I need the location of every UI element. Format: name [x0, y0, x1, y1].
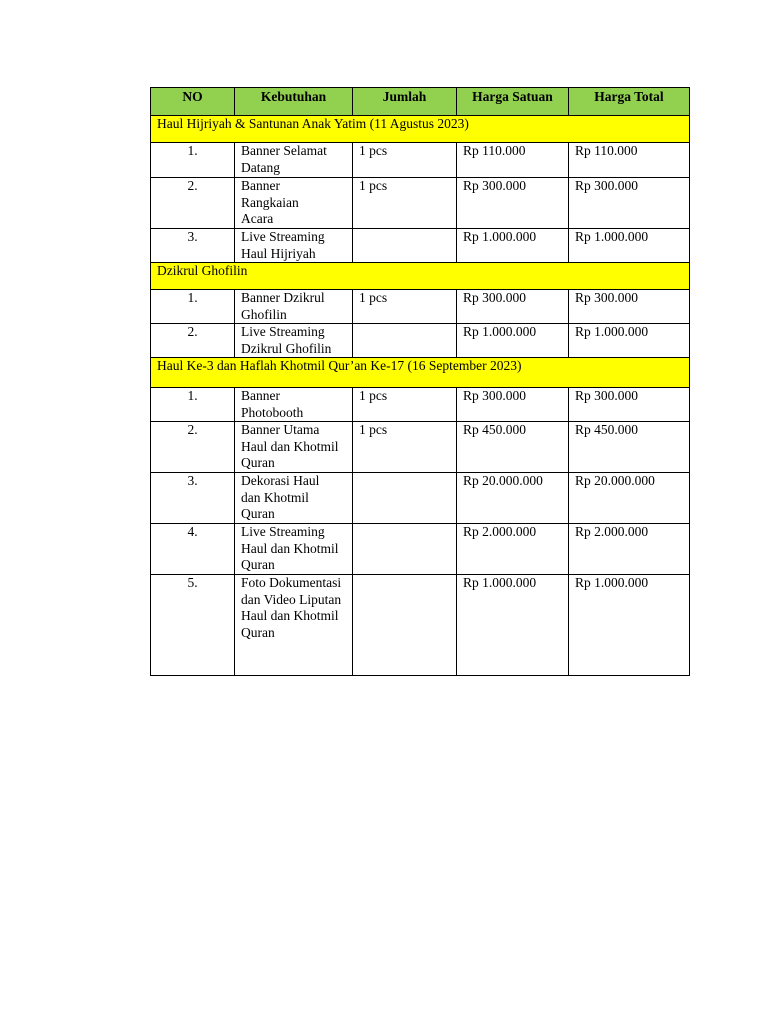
cell-no: 3. — [151, 473, 235, 524]
table-row — [151, 178, 690, 229]
cell-no: 2. — [151, 324, 235, 358]
cell-jumlah — [353, 324, 457, 358]
cell-kebutuhan: Banner Photobooth — [235, 388, 353, 422]
cell-harga-total: Rp 1.000.000 — [569, 229, 690, 263]
table-row — [151, 143, 690, 178]
cell-harga-total: Rp 1.000.000 — [569, 575, 690, 676]
table-row — [151, 229, 690, 263]
cell-jumlah: 1 pcs — [353, 290, 457, 324]
cell-no: 3. — [151, 229, 235, 263]
table-row — [151, 575, 690, 676]
section-row — [151, 116, 690, 143]
cell-jumlah: 1 pcs — [353, 178, 457, 229]
cell-no: 2. — [151, 422, 235, 473]
budget-table — [150, 87, 690, 676]
cell-jumlah — [353, 524, 457, 575]
cell-kebutuhan: Dekorasi Haul dan Khotmil Quran — [235, 473, 353, 524]
cell-no: 1. — [151, 388, 235, 422]
section-title: Dzikrul Ghofilin — [151, 263, 690, 290]
cell-harga-total: Rp 2.000.000 — [569, 524, 690, 575]
cell-harga-satuan: Rp 300.000 — [457, 178, 569, 229]
cell-harga-total: Rp 1.000.000 — [569, 324, 690, 358]
header-harga-satuan: Harga Satuan — [457, 88, 569, 116]
header-no: NO — [151, 88, 235, 116]
cell-jumlah: 1 pcs — [353, 422, 457, 473]
header-harga-total: Harga Total — [569, 88, 690, 116]
cell-harga-total: Rp 450.000 — [569, 422, 690, 473]
section-row — [151, 263, 690, 290]
cell-harga-satuan: Rp 110.000 — [457, 143, 569, 178]
cell-harga-satuan: Rp 20.000.000 — [457, 473, 569, 524]
table-row — [151, 524, 690, 575]
section-title: Haul Ke-3 dan Haflah Khotmil Qur’an Ke-17 (16 September 2023) — [151, 358, 690, 388]
cell-no: 1. — [151, 143, 235, 178]
cell-jumlah — [353, 229, 457, 263]
cell-kebutuhan: Banner Dzikrul Ghofilin — [235, 290, 353, 324]
cell-kebutuhan: Live Streaming Haul dan Khotmil Quran — [235, 524, 353, 575]
cell-harga-total: Rp 300.000 — [569, 290, 690, 324]
cell-harga-total: Rp 300.000 — [569, 178, 690, 229]
cell-no: 2. — [151, 178, 235, 229]
section-title: Haul Hijriyah & Santunan Anak Yatim (11 Agustus 2023) — [151, 116, 690, 143]
cell-kebutuhan: Banner Selamat Datang — [235, 143, 353, 178]
cell-kebutuhan: Live Streaming Haul Hijriyah — [235, 229, 353, 263]
cell-jumlah — [353, 575, 457, 676]
header-row — [151, 88, 690, 116]
cell-harga-satuan: Rp 1.000.000 — [457, 229, 569, 263]
cell-jumlah — [353, 473, 457, 524]
cell-harga-total: Rp 20.000.000 — [569, 473, 690, 524]
table-row — [151, 388, 690, 422]
cell-no: 1. — [151, 290, 235, 324]
cell-harga-satuan: Rp 450.000 — [457, 422, 569, 473]
cell-harga-satuan: Rp 300.000 — [457, 388, 569, 422]
cell-kebutuhan: Banner Utama Haul dan Khotmil Quran — [235, 422, 353, 473]
table-row — [151, 422, 690, 473]
cell-harga-total: Rp 110.000 — [569, 143, 690, 178]
cell-harga-satuan: Rp 300.000 — [457, 290, 569, 324]
cell-jumlah: 1 pcs — [353, 388, 457, 422]
table-row — [151, 290, 690, 324]
cell-harga-total: Rp 300.000 — [569, 388, 690, 422]
cell-no: 5. — [151, 575, 235, 676]
cell-no: 4. — [151, 524, 235, 575]
section-row — [151, 358, 690, 388]
cell-harga-satuan: Rp 2.000.000 — [457, 524, 569, 575]
header-kebutuhan: Kebutuhan — [235, 88, 353, 116]
table-row — [151, 473, 690, 524]
cell-kebutuhan: Banner Rangkaian Acara — [235, 178, 353, 229]
header-jumlah: Jumlah — [353, 88, 457, 116]
table-row — [151, 324, 690, 358]
cell-kebutuhan: Foto Dokumentasi dan Video Liputan Haul dan Khotmil Quran — [235, 575, 353, 676]
cell-kebutuhan: Live Streaming Dzikrul Ghofilin — [235, 324, 353, 358]
cell-harga-satuan: Rp 1.000.000 — [457, 575, 569, 676]
cell-jumlah: 1 pcs — [353, 143, 457, 178]
cell-harga-satuan: Rp 1.000.000 — [457, 324, 569, 358]
